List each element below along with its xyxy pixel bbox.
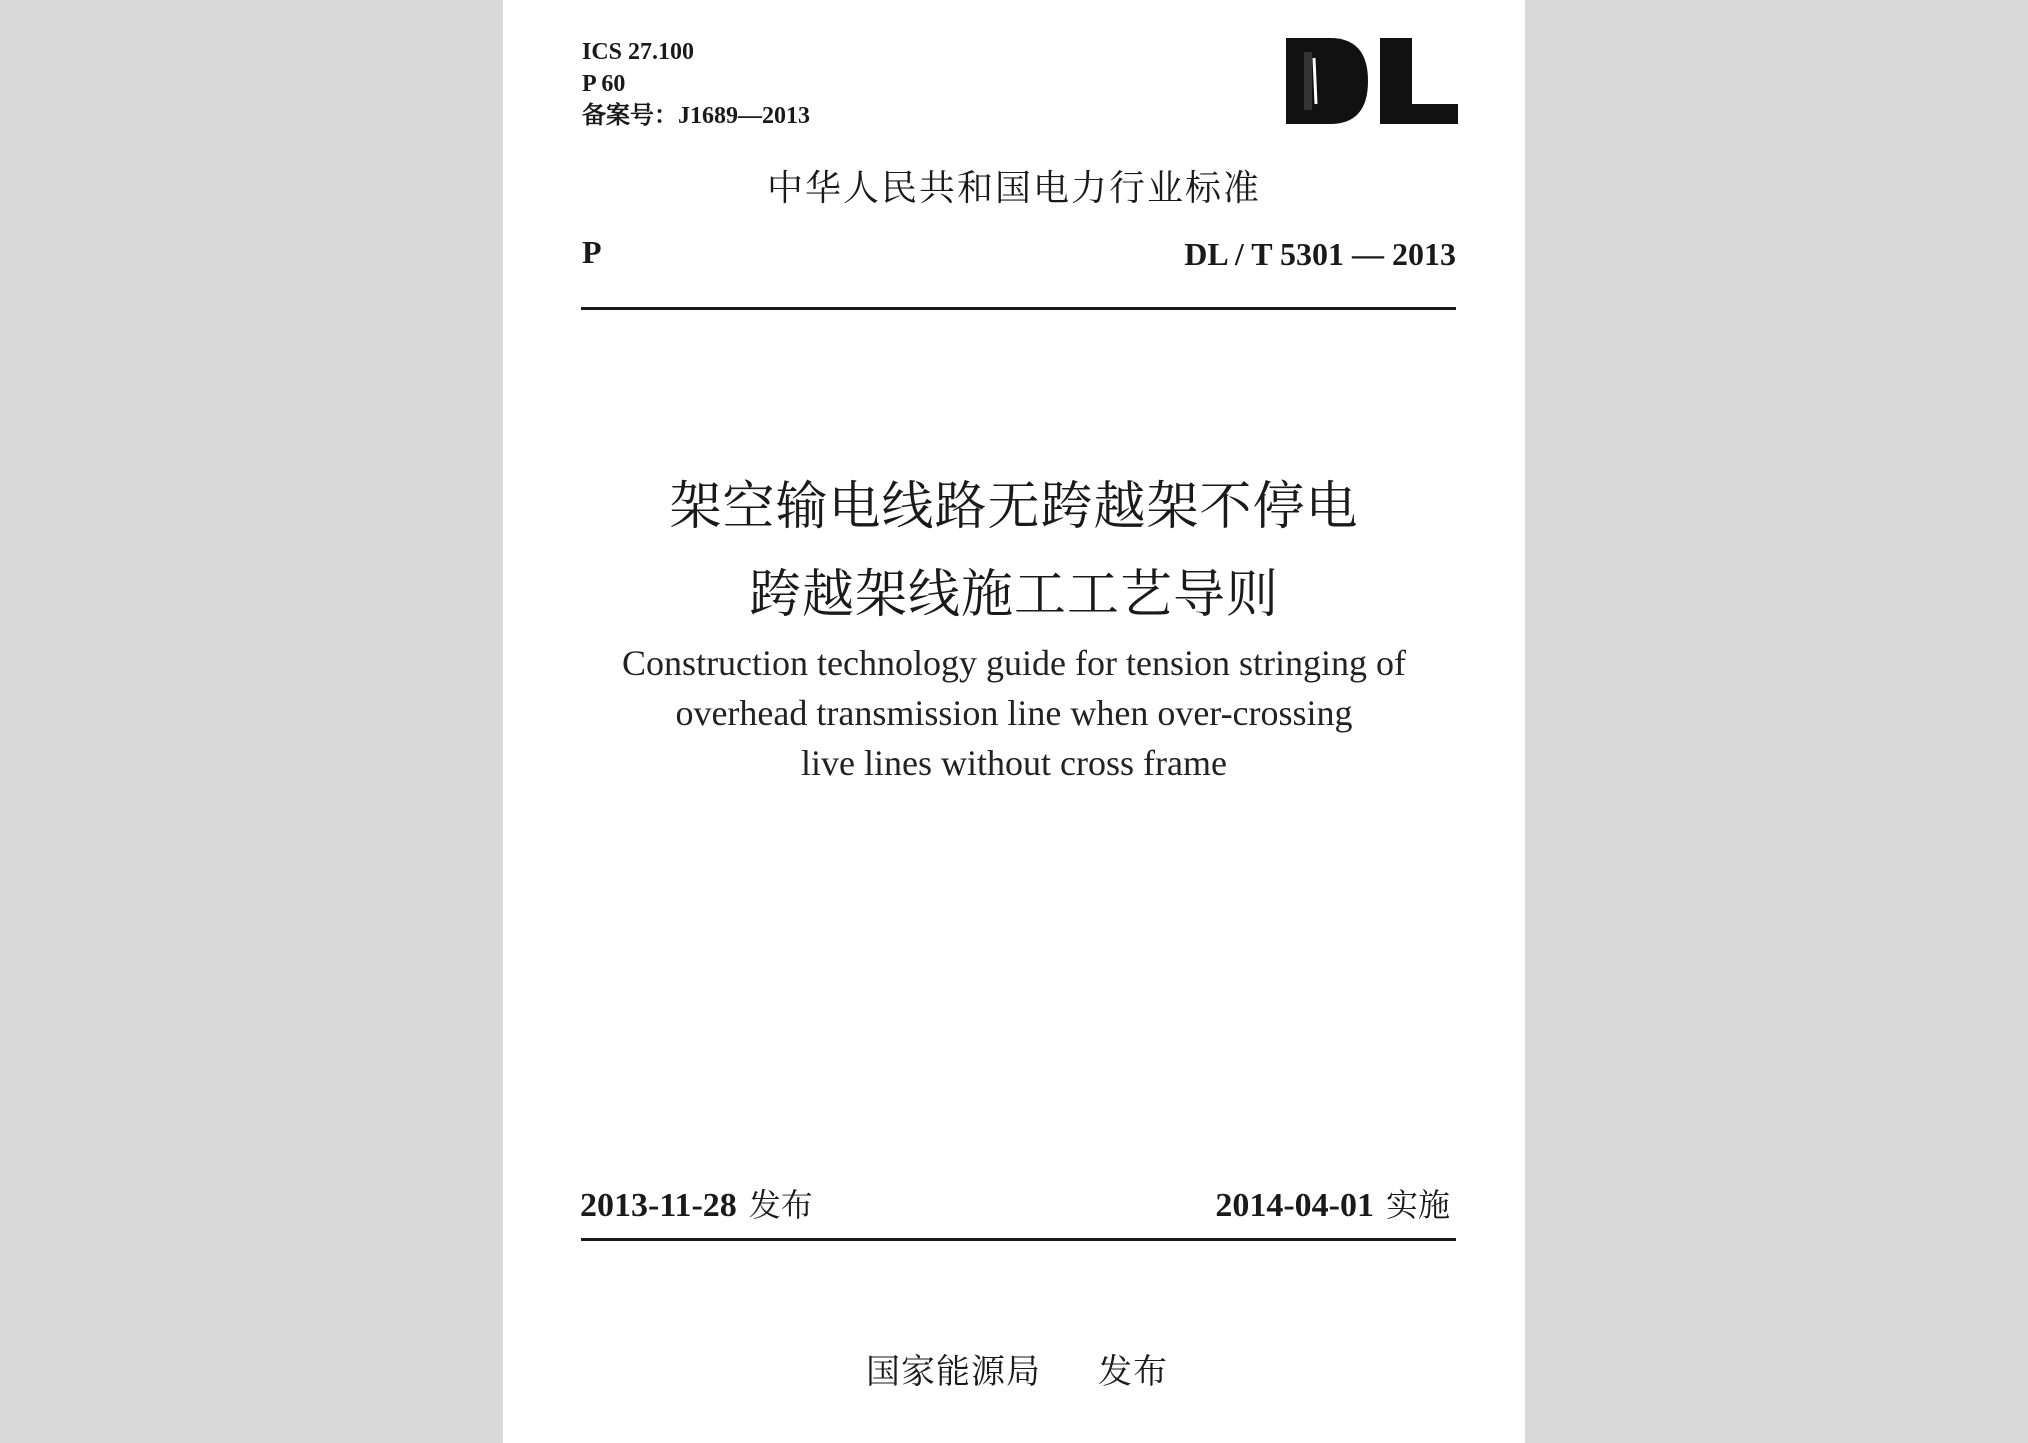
- document-page: [503, 0, 1525, 1443]
- dl-logo: [1286, 38, 1458, 124]
- issue-date: 2013-11-28: [580, 1187, 737, 1224]
- title-cn-line1: 架空输电线路无跨越架不停电: [669, 479, 1359, 536]
- title-cn-line2: 跨越架线施工工艺导则: [748, 567, 1279, 624]
- title-en-line2: overhead transmission line when over-crossing: [675, 693, 1353, 733]
- ics-code: ICS 27.100: [582, 39, 695, 65]
- issue-label: 发布: [748, 1186, 813, 1224]
- standard-number: DL / T 5301 — 2013: [1184, 236, 1456, 272]
- effective-date: 2014-04-01: [1215, 1187, 1374, 1224]
- title-en-line3: live lines without cross frame: [801, 743, 1227, 783]
- title-en-line1: Construction technology guide for tension stringing of: [622, 643, 1406, 683]
- publisher-name: 国家能源局: [866, 1352, 1041, 1392]
- issue-date-line: [580, 1180, 813, 1226]
- filing-number: 备案号：J1689—2013: [582, 103, 810, 129]
- class-code: P 60: [582, 71, 626, 97]
- category-code: P: [582, 234, 602, 270]
- effective-label: 实施: [1385, 1186, 1450, 1224]
- publisher-action: 发布: [1098, 1352, 1168, 1392]
- footer-rule: [581, 1238, 1456, 1241]
- standard-organization-title: 中华人民共和国电力行业标准: [766, 168, 1261, 209]
- effective-date-line: [1215, 1180, 1450, 1226]
- header-rule: [581, 307, 1456, 310]
